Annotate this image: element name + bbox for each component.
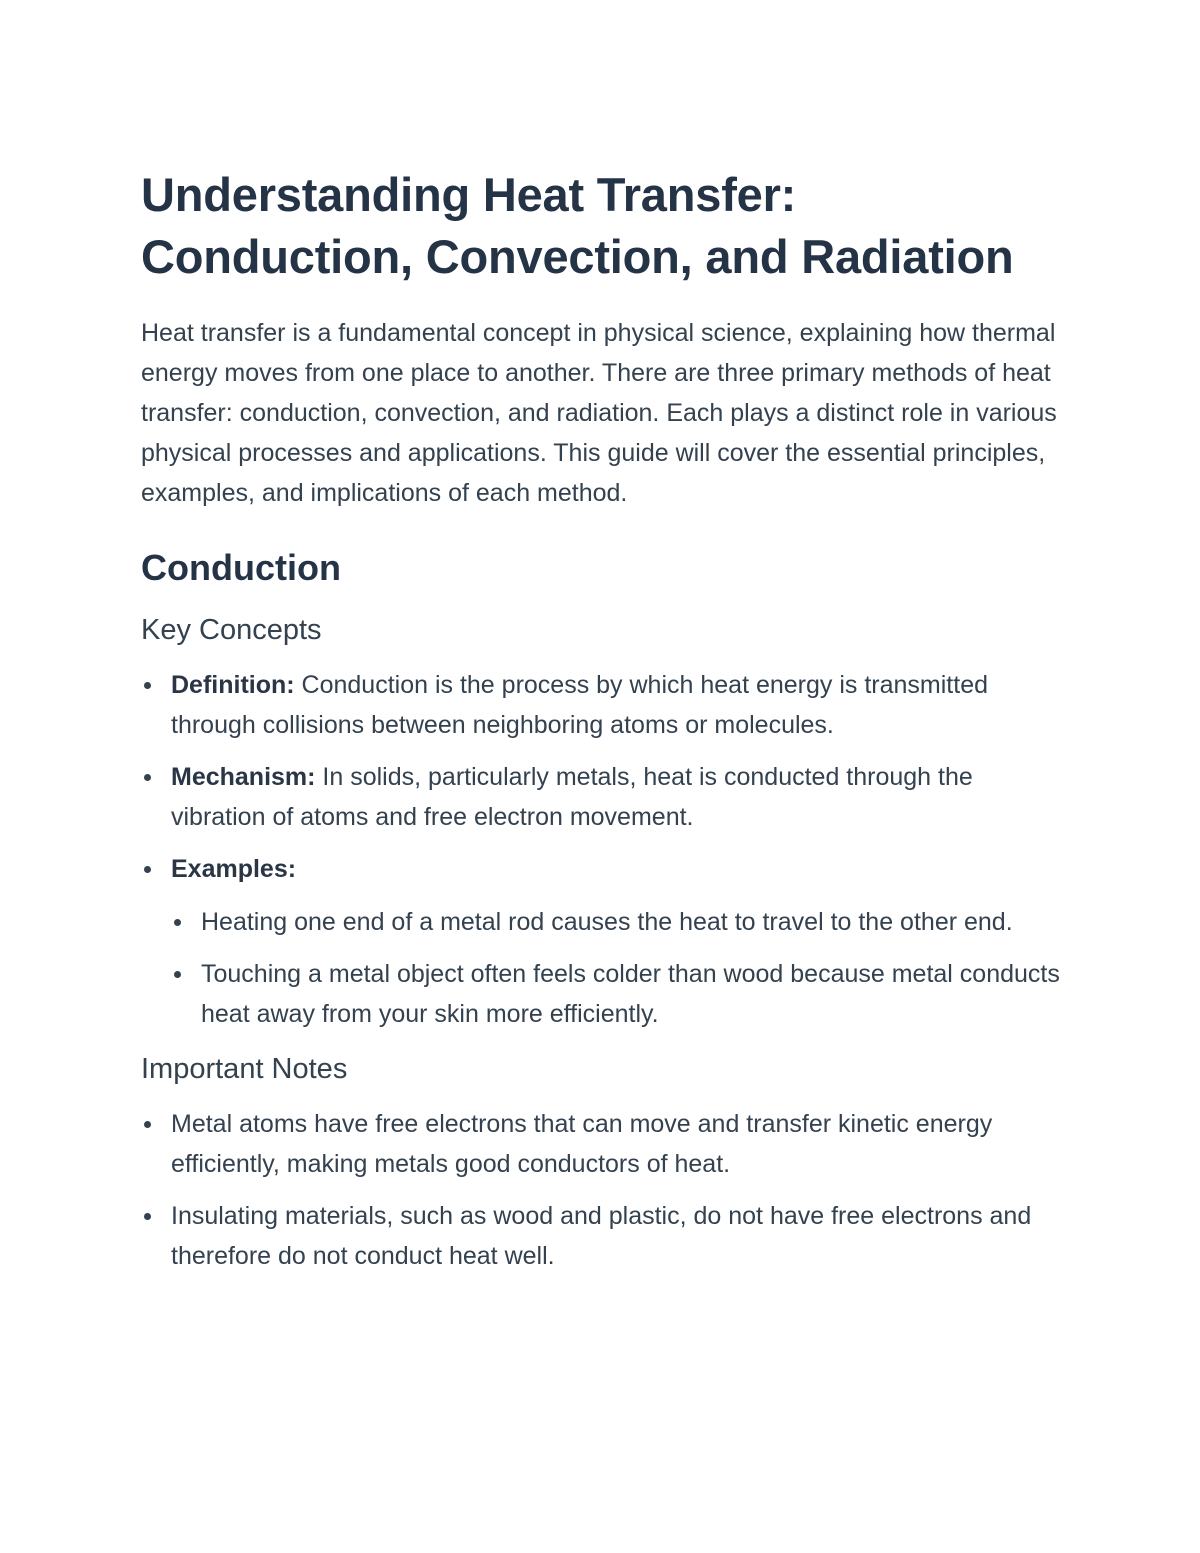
sublist-item: Heating one end of a metal rod causes the heat to travel to the other end. (171, 902, 1066, 942)
key-concepts-list (141, 665, 1066, 1034)
list-item-definition (141, 665, 1066, 745)
list-item: Insulating materials, such as wood and plastic, do not have free electrons and therefore do not conduct heat well. (141, 1196, 1066, 1276)
list-item-mechanism (141, 757, 1066, 837)
important-notes-list (141, 1104, 1066, 1276)
section-heading-conduction: Conduction (141, 547, 341, 588)
mechanism-label: Mechanism: (171, 763, 316, 791)
intro-paragraph: Heat transfer is a fundamental concept in physical science, explaining how thermal energy moves from one place to another. There are three primary methods of heat transfer: conduction, convection, and radiation. Each plays a distinct role in various physical processes and applications. This guide will cover the essential principles, examples, and implications of each method. (141, 319, 1057, 507)
list-item: Metal atoms have free electrons that can move and transfer kinetic energy efficiently, making metals good conductors of heat. (141, 1104, 1066, 1184)
subheading-key-concepts: Key Concepts (141, 614, 322, 646)
sublist-item: Touching a metal object often feels colder than wood because metal conducts heat away from your skin more efficiently. (171, 954, 1066, 1034)
document-page (141, 164, 1066, 1288)
mechanism-text: In solids, particularly metals, heat is conducted through the vibration of atoms and free electron movement. (171, 763, 973, 831)
definition-label: Definition: (171, 671, 295, 699)
document-title: Understanding Heat Transfer: Conduction, Convection, and Radiation (141, 168, 1014, 283)
list-item-examples (141, 849, 1066, 1034)
examples-sublist (171, 902, 1066, 1034)
definition-text: Conduction is the process by which heat energy is transmitted through collisions between neighboring atoms or molecules. (171, 671, 989, 739)
examples-label: Examples: (171, 855, 297, 883)
subheading-important-notes: Important Notes (141, 1053, 348, 1085)
